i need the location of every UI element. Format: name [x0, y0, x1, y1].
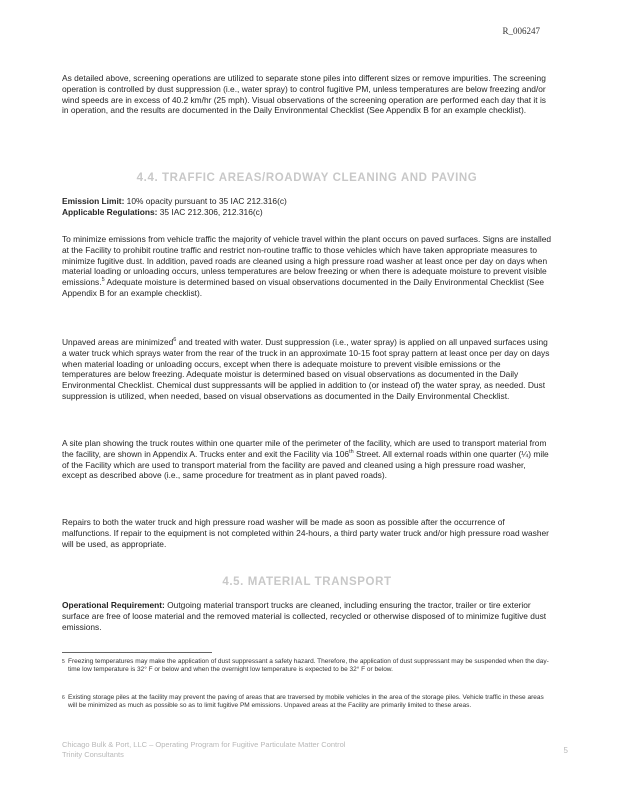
- site-plan-text-2: Street. All external roads within one quarter (¼) mile of the Facility which are used to transport material from the facility are paved and cleaned using a high pressure road washer, except as described above (i.e., same procedure for treatment as in plant paved roads).: [62, 448, 549, 481]
- operational-requirement-value: Outgoing material transport trucks are cleaned, including ensuring the tractor, trailer or tire exterior surface are free of loose material and the removed material is collected, recycled or otherwise disposed of to minimize fugitive dust emissions.: [62, 600, 547, 632]
- traffic-paragraph: [62, 234, 552, 299]
- unpaved-paragraph: [62, 337, 552, 402]
- emission-limit-value: 10% opacity pursuant to 35 IAC 212.316(c): [124, 196, 287, 206]
- repairs-paragraph: Repairs to both the water truck and high pressure road washer will be made as soon as possible after the occurrence of malfunctions. If repair to the equipment is not completed within 24-hours, a third party water truck and/or high pressure road washer will be used, as appropriate.: [62, 517, 549, 549]
- applicable-regulations-value: 35 IAC 212.306, 212.316(c): [157, 207, 263, 217]
- site-plan-paragraph: [62, 438, 552, 481]
- emission-limit-line: [62, 196, 552, 207]
- applicable-regulations-line: [62, 207, 552, 218]
- ordinal-suffix: th: [349, 449, 354, 455]
- footnote-5-number: 5: [62, 659, 65, 665]
- bates-number: R_006247: [502, 26, 540, 36]
- operational-requirement-label: Operational Requirement:: [62, 600, 165, 610]
- traffic-text-1: To minimize emissions from vehicle traffic the majority of vehicle travel within the plant occurs on paved surfaces. Signs are installed at the Facility to prohibit routine traffic and restrict non-routine traffic to those vehicles which have taken appropriate measures to minimize fugitive dust. In addition, paved roads are cleaned using a high pressure road washer at least once per day on days when material loading or unloading occurs, unless temperatures are below freezing or when there is adequate moisture to prevent visible emissions.: [62, 234, 552, 288]
- site-plan-text-1: A site plan showing the truck routes within one quarter mile of the perimeter of the facility, which are used to transport material from the facility, are shown in Appendix A. Trucks enter and exit the Facility via 106: [62, 438, 547, 459]
- section-heading-4-5: 4.5. MATERIAL TRANSPORT: [222, 576, 392, 588]
- footnote-divider: [62, 652, 212, 653]
- footnote-6-text: Existing storage piles at the facility may prevent the paving of areas that are traversed by mobile vehicles in the area of the storage piles. Vehicle traffic in these areas will be minimized as much as possible so as to limit fugitive PM emissions. Unpaved areas at the Facility are primarily limited to these areas.: [68, 694, 544, 710]
- footnote-6: [62, 694, 554, 710]
- unpaved-text-2: and treated with water. Dust suppression (i.e., water spray) is applied on all unpaved surfaces using a water truck which sprays water from the rear of the truck in an approximate 10-15 foot spray pattern at least once per day on days when material loading or unloading occurs, except when there is adequate moisture to prevent visible emissions or the temperatures are below freezing. Adequate moistur is determined based on visual observations as documented in the Daily Environmental Checklist. Chemical dust suppressants will be applied in addition to (or instead of) the water spray, as needed. Dust suppression is utilized, when needed, based on visual observations as documented in the Daily Environmental Checklist.: [62, 337, 550, 401]
- section-heading-4-4: 4.4. TRAFFIC AREAS/ROADWAY CLEANING AND PAVING: [136, 172, 478, 184]
- footnote-5: [62, 658, 554, 674]
- footnote-6-number: 6: [62, 695, 65, 701]
- screening-paragraph: As detailed above, screening operations are utilized to separate stone piles into different sizes or remove impurities. The screening operation is controlled by dust suppression (i.e., water spray) to control fugitive PM, unless temperatures are below freezing and/or wind speeds are in excess of 40.2 km/hr (25 mph). Visual observations of the screening operation are performed each day that it is in operation, and the results are documented in the Daily Environmental Checklist (See Appendix B for an example checklist).: [62, 73, 546, 116]
- operational-requirement-paragraph: [62, 600, 552, 632]
- unpaved-text-1: Unpaved areas are minimized: [62, 337, 174, 347]
- page-footer: [62, 740, 345, 760]
- traffic-text-2: Adequate moisture is determined based on visual observations documented in the Daily Environmental Checklist (See Appendix B for an example checklist).: [62, 277, 545, 298]
- applicable-regulations-label: Applicable Regulations:: [62, 207, 158, 217]
- page-number: 5: [563, 746, 568, 755]
- emission-limit-label: Emission Limit:: [62, 196, 125, 206]
- footer-document-title: Chicago Bulk & Port, LLC – Operating Program for Fugitive Particulate Matter Control: [62, 740, 346, 749]
- footer-company: Trinity Consultants: [62, 750, 124, 759]
- footnote-ref-6: 6: [173, 337, 177, 344]
- footnote-ref-5: 5: [101, 277, 105, 284]
- footnote-5-text: Freezing temperatures may make the application of dust suppressant a safety hazard. Therefore, the application of dust suppressant may be suspended when the day-time low temperature is 32° F or below and when the overnight low temperature is expected to be 32° F or below.: [68, 658, 549, 674]
